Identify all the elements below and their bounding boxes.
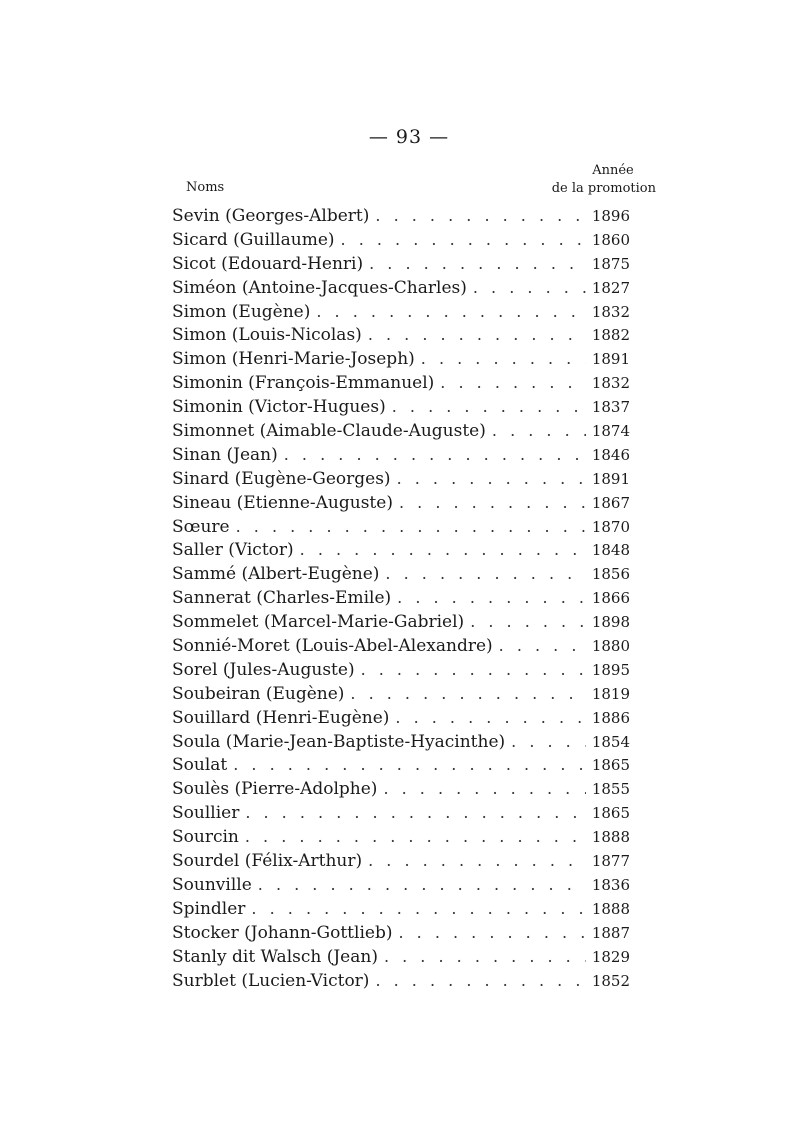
list-item <box>172 660 630 684</box>
entry-year: 1832 <box>591 374 630 393</box>
dot-leader <box>486 421 586 440</box>
entry-name: Soulès (Pierre-Adolphe) <box>172 779 378 800</box>
entry-name: Sœure <box>172 516 230 537</box>
list-item <box>172 540 630 564</box>
entry-year: 1854 <box>591 732 630 751</box>
entry-name: Siméon (Antoine-Jacques-Charles) <box>172 277 467 298</box>
entries-list <box>172 206 630 994</box>
entry-name: Simon (Louis-Nicolas) <box>172 325 362 346</box>
dot-leader <box>230 517 586 536</box>
list-item <box>172 755 630 779</box>
dot-leader <box>434 373 586 392</box>
entry-name: Simonnet (Aimable-Claude-Auguste) <box>172 421 486 442</box>
dot-leader <box>335 230 586 249</box>
entry-name: Souillard (Henri-Eugène) <box>172 707 390 728</box>
entry-year: 1896 <box>591 207 630 225</box>
year-header-line2: de la promotion <box>551 181 656 196</box>
list-item <box>172 445 630 469</box>
dot-leader <box>391 588 586 607</box>
list-item <box>172 278 630 302</box>
entry-year: 1875 <box>591 254 630 273</box>
year-header-line1: Année <box>592 163 634 178</box>
entry-name: Stanly dit Walsch (Jean) <box>172 946 378 967</box>
dot-leader <box>369 971 586 990</box>
entry-year: 1877 <box>591 852 630 871</box>
entry-year: 1865 <box>591 756 630 775</box>
entry-name: Sourcin <box>172 827 239 848</box>
entry-name: Sommelet (Marcel-Marie-Gabriel) <box>172 612 465 633</box>
list-item <box>172 827 630 851</box>
list-item <box>172 349 630 373</box>
list-item <box>172 325 630 349</box>
dot-leader <box>362 851 586 870</box>
entry-year: 1898 <box>591 613 630 632</box>
entry-year: 1867 <box>591 493 630 512</box>
list-item <box>172 421 630 445</box>
list-item <box>172 875 630 899</box>
entry-name: Sorel (Jules-Auguste) <box>172 659 355 680</box>
list-item <box>172 612 630 636</box>
entry-name: Stocker (Johann-Gottlieb) <box>172 922 393 943</box>
entry-name: Soubeiran (Eugène) <box>172 683 345 704</box>
entry-name: Soula (Marie-Jean-Baptiste-Hyacinthe) <box>172 731 506 752</box>
list-item <box>172 899 630 923</box>
entry-name: Sannerat (Charles-Emile) <box>172 588 392 609</box>
dot-leader <box>378 947 586 966</box>
list-item <box>172 469 630 493</box>
dot-leader <box>415 349 586 368</box>
list-item <box>172 947 630 971</box>
entry-year: 1837 <box>591 398 630 417</box>
names-column-header: Noms <box>186 180 225 195</box>
dot-leader <box>252 875 586 894</box>
entry-year: 1836 <box>591 875 630 894</box>
entry-name: Sinard (Eugène-Georges) <box>172 468 391 489</box>
entry-year: 1856 <box>591 565 630 584</box>
dot-leader <box>363 254 586 273</box>
entry-name: Sinan (Jean) <box>172 444 278 465</box>
entry-year: 1865 <box>591 804 630 823</box>
entry-year: 1870 <box>591 517 630 536</box>
entry-name: Sammé (Albert-Eugène) <box>172 564 380 585</box>
dot-leader <box>278 445 586 464</box>
entry-year: 1866 <box>591 589 630 608</box>
dot-leader <box>245 899 586 918</box>
dot-leader <box>369 206 586 225</box>
list-item <box>172 588 630 612</box>
entry-year: 1895 <box>591 660 630 679</box>
entry-year: 1848 <box>591 541 630 560</box>
list-item <box>172 851 630 875</box>
entry-name: Sicard (Guillaume) <box>172 229 335 250</box>
entry-year: 1891 <box>591 350 630 369</box>
dot-leader <box>344 684 586 703</box>
dot-leader <box>355 660 586 679</box>
entry-name: Soulat <box>172 755 228 776</box>
dot-leader <box>379 564 586 583</box>
entry-year: 1855 <box>591 780 630 799</box>
entry-name: Saller (Victor) <box>172 540 294 561</box>
entry-year: 1860 <box>591 230 630 249</box>
dot-leader <box>505 732 586 751</box>
entry-name: Simonin (Victor-Hugues) <box>172 397 386 418</box>
entry-year: 1891 <box>591 469 630 488</box>
dot-leader <box>239 803 586 822</box>
entry-name: Sounville <box>172 874 252 895</box>
list-item <box>172 923 630 947</box>
entry-year: 1888 <box>591 899 630 918</box>
entry-name: Sevin (Georges-Albert) <box>172 206 370 226</box>
entry-year: 1886 <box>591 708 630 727</box>
entry-name: Spindler <box>172 898 246 919</box>
entry-year: 1852 <box>591 971 630 990</box>
dot-leader <box>294 540 586 559</box>
entry-name: Sicot (Edouard-Henri) <box>172 253 364 274</box>
entry-name: Soullier <box>172 803 240 824</box>
dot-leader <box>310 302 586 321</box>
dot-leader <box>391 469 586 488</box>
list-item <box>172 517 630 541</box>
dot-leader <box>377 779 586 798</box>
dot-leader <box>467 278 586 297</box>
list-item <box>172 971 630 995</box>
entry-name: Simon (Eugène) <box>172 301 311 322</box>
entry-name: Sourdel (Félix-Arthur) <box>172 851 363 872</box>
list-item <box>172 732 630 756</box>
entry-year: 1819 <box>591 684 630 703</box>
list-item <box>172 302 630 326</box>
entry-year: 1874 <box>591 422 630 441</box>
list-item <box>172 373 630 397</box>
dot-leader <box>362 325 586 344</box>
dot-leader <box>227 755 586 774</box>
entry-name: Sineau (Etienne-Auguste) <box>172 492 393 513</box>
list-item <box>172 684 630 708</box>
list-item <box>172 779 630 803</box>
year-column-header <box>540 162 656 198</box>
list-item <box>172 493 630 517</box>
entry-name: Sonnié-Moret (Louis-Abel-Alexandre) <box>172 636 493 657</box>
list-item <box>172 230 630 254</box>
dot-leader <box>239 827 586 846</box>
list-item <box>172 397 630 421</box>
list-item <box>172 564 630 588</box>
entry-year: 1887 <box>591 923 630 942</box>
page-number: — 93 — <box>368 126 450 148</box>
entry-year: 1827 <box>591 278 630 297</box>
entry-year: 1888 <box>591 828 630 847</box>
entry-year: 1846 <box>591 445 630 464</box>
dot-leader <box>392 923 586 942</box>
dot-leader <box>464 612 586 631</box>
list-item <box>172 254 630 278</box>
dot-leader <box>389 708 586 727</box>
list-item <box>172 708 630 732</box>
list-item <box>172 636 630 660</box>
dot-leader <box>493 636 586 655</box>
dot-leader <box>393 493 586 512</box>
dot-leader <box>386 397 586 416</box>
list-item <box>172 206 630 230</box>
entry-name: Simon (Henri-Marie-Joseph) <box>172 349 415 370</box>
entry-year: 1832 <box>591 302 630 321</box>
entry-year: 1829 <box>591 947 630 966</box>
entry-name: Surblet (Lucien-Victor) <box>172 970 370 991</box>
entry-year: 1880 <box>591 637 630 656</box>
list-item <box>172 803 630 827</box>
entry-name: Simonin (François-Emmanuel) <box>172 373 435 394</box>
entry-year: 1882 <box>591 326 630 345</box>
